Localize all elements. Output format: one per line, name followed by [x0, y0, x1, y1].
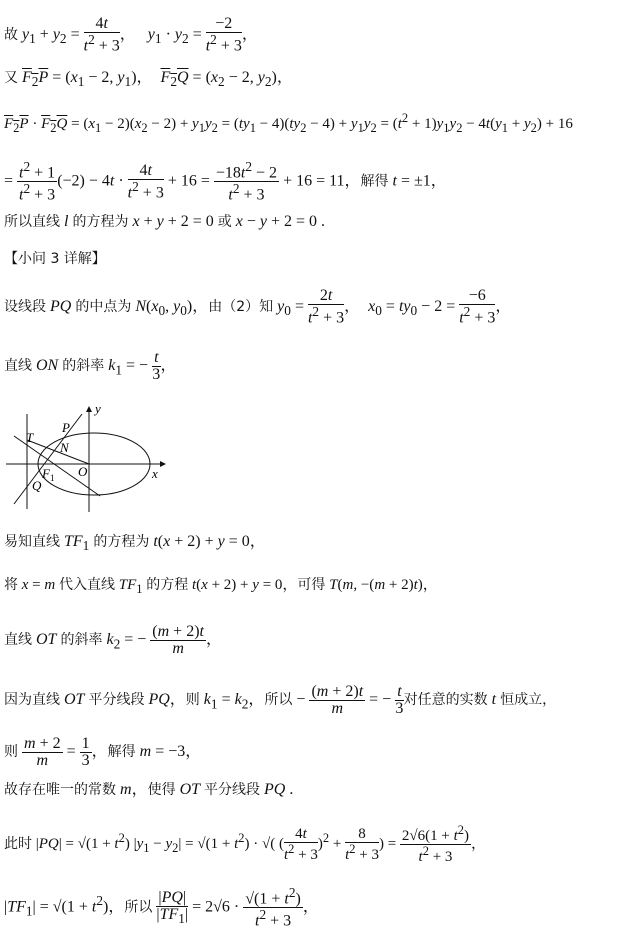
- y-axis-arrow: [86, 406, 92, 412]
- label-y: y: [95, 401, 101, 416]
- equation-line: 易知直线 $TF_1$ 的方程为 t(x + 2) + y = 0，: [4, 533, 266, 554]
- equation-line: 因为直线 OT 平分线段 PQ，则 $k_1 = k_2$，所以 − $\frac{(m + 2)t}{m}$ = − $\frac{t}{3}$ 对任意的实数 t 恒成立，: [4, 683, 557, 717]
- equation-line: 则 $\frac{m + 2}{m}$ = $\frac{1}{3}$ ，解得 m = −3，: [4, 735, 202, 769]
- section-heading: 【小问 3 详解】: [4, 251, 106, 267]
- x-axis-arrow: [160, 461, 166, 467]
- label-f1: $F_1$: [42, 466, 55, 483]
- label-o: O: [78, 464, 88, 479]
- equation-line: 此时 $|PQ| = √(1 + t^2)$ $|y_1 - y_2| = √(1 + t^2)$ · √( ( $\frac{4t}{t^2 + 3}$ )$^2$ + $\frac{8}{t^2 + 3}$ ) = $\frac{2√6(1 + t^2)}{t^2 + 3}$ ，: [4, 823, 487, 865]
- text-gu: 故: [4, 26, 18, 43]
- equation-line: 故存在唯一的常数 m，使得 OT 平分线段 PQ .: [4, 781, 294, 798]
- ellipse-figure: [2, 401, 172, 514]
- equation-line: 直线 OT 的斜率 $k_2$ = − $\frac{(m + 2)t}{m}$ ，: [4, 623, 222, 657]
- label-x: x: [152, 466, 158, 481]
- equation-line: = $\frac{t^2 + 1}{t^2 + 3}$ (−2) − 4t · $\frac{4t}{t^2 + 3}$ + 16 = $\frac{-18t^2 - 2}{t^2 + 3}$ + 16 = 11，解得 t = ±1，: [4, 159, 447, 204]
- equation-line: 设线段 PQ 的中点为 $N(x_0$, $y_0$)，由（2）知 $y_0$ = $\frac{2t}{t^2 + 3}$ ， $x_0 = ty_0 - 2$ = $\frac{-6}{t^2 + 3}$ ，: [4, 287, 512, 327]
- vector-line: 又 $F_2P = (x_1 - 2$, $y_1$)， $F_2Q = (x_2 - 2$, $y_2$)，: [4, 69, 293, 90]
- label-t: T: [26, 430, 34, 445]
- equation-line: 故 $y_1 + y_2$ = $\frac{4t}{t^2 + 3}$ ， $y_1 \cdot y_2$ = $\frac{-2}{t^2 + 3}$ ，: [4, 15, 258, 55]
- equation-line: $|TF_1| = √(1 + t^2)$，所以 $\frac{|PQ|}{|TF_1|}$ = 2√6 · $\frac{√(1 + t^2)}{t^2 + 3}$ ，: [4, 885, 319, 930]
- dot-product-line: $F_2P \cdot F_2Q = (x_1 - 2)(x_2 - 2) + y_1y_2 = (ty_1 - 4)(ty_2 - 4) + y_1y_2 = (t^2 + 1)y_1y_2 - 4t(y_1 + y_2) + 16$: [4, 111, 573, 135]
- label-q: Q: [32, 478, 42, 493]
- equation-line: 直线 ON 的斜率 $k_1$ = − $\frac{t}{3}$ ，: [4, 349, 177, 383]
- line-pq: [14, 414, 82, 504]
- equation-line: 所以直线 l 的方程为 x + y + 2 = 0 或 x − y + 2 = 0 .: [4, 213, 326, 230]
- equation-line: 将 x = m 代入直线 $TF_1$ 的方程 t(x + 2) + y = 0，可得 T(m, −(m + 2)t)，: [4, 577, 438, 596]
- label-n: N: [60, 440, 69, 455]
- label-p: P: [62, 420, 70, 435]
